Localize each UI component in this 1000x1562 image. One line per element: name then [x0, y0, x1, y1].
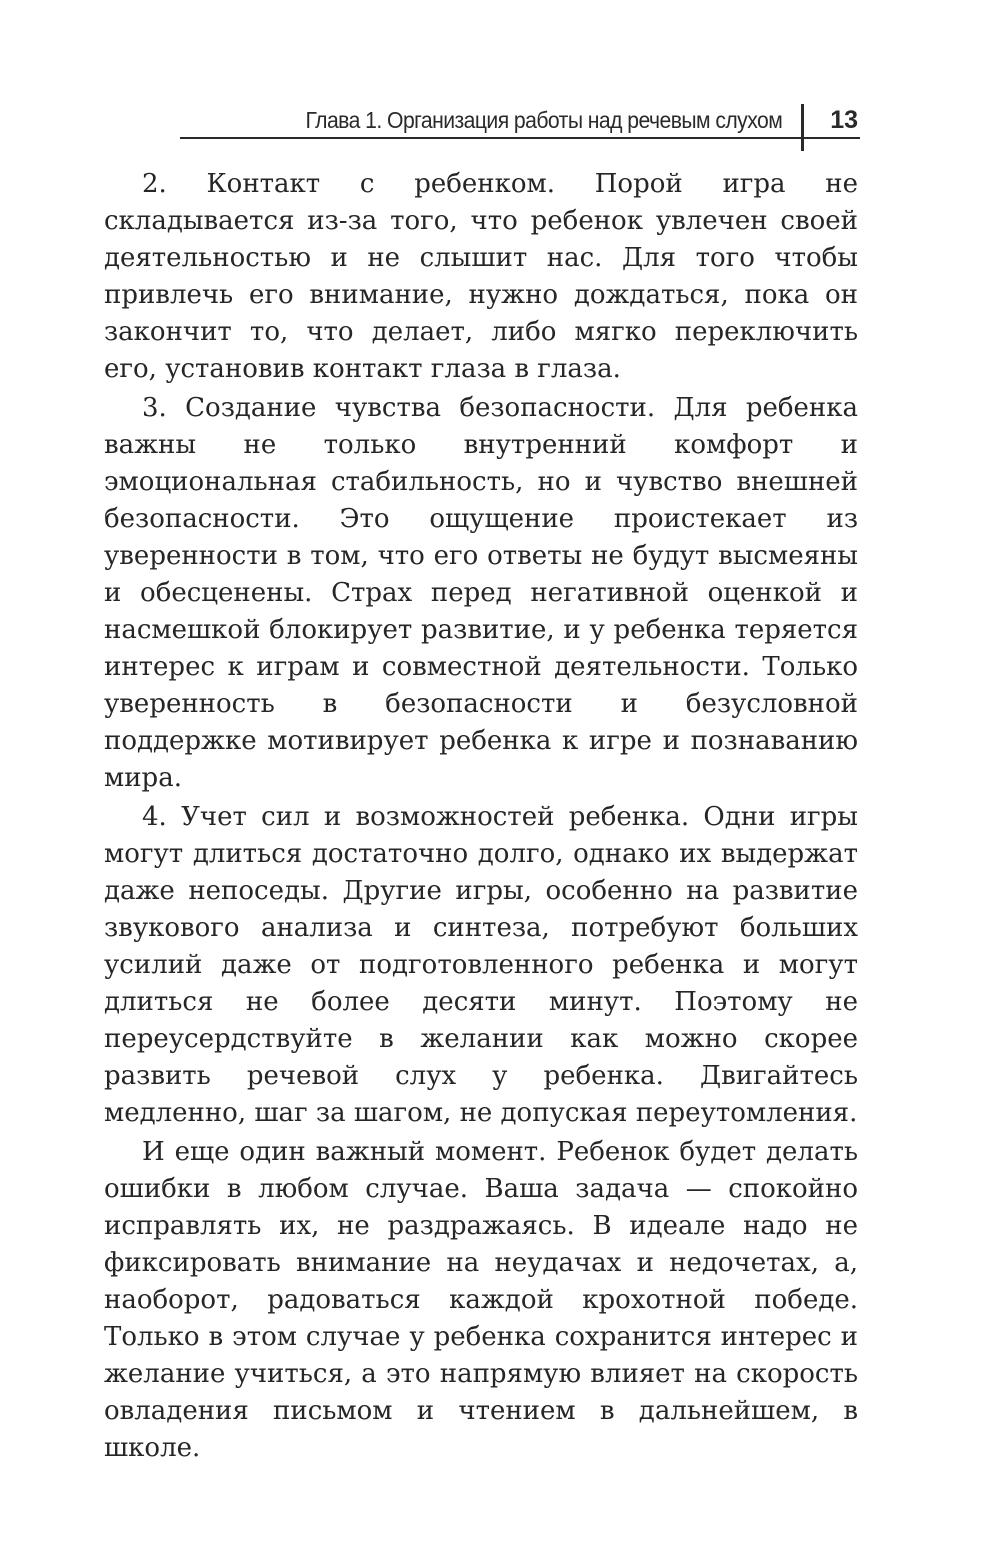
paragraph-contact: 2. Контакт с ребенком. Порой игра не складывается из-за того, что ребенок увлечен своей деятельностью и не слышит нас. Для того чтобы привлечь его внимание, нужно дождаться, пока он закончит то, что делает, либо мягко переключить его, установив контакт глаза в глаза. — [104, 169, 858, 384]
header-rule-divider — [801, 104, 804, 151]
paragraph-mistakes: И еще один важный момент. Ребенок будет делать ошибки в любом случае. Ваша задача — спокойно исправлять их, не раздражаясь. В идеале надо не фиксировать внимание на неудачах и недочетах, а, наоборот, радоваться каждой крохотной победе. Только в этом случае у ребенка сохранится интерес и желание учиться, а это напрямую влияет на скорость овладения письмом и чтением в дальнейшем, в школе. — [104, 1137, 858, 1463]
body-text — [104, 166, 858, 1469]
paragraph-safety: 3. Создание чувства безопасности. Для ребенка важны не только внутренний комфорт и эмоциональная стабильность, но и чувство внешней безопасности. Это ощущение проистекает из уверенности в том, что его ответы не будут высмеяны и обесценены. Страх перед негативной оценкой и насмешкой блокирует развитие, и у ребенка теряется интерес к играм и совместной деятельности. Только уверенность в безопасности и безусловной поддержке мотивирует ребенка к игре и познаванию мира. — [104, 393, 858, 793]
paragraph-abilities: 4. Учет сил и возможностей ребенка. Одни игры могут длиться достаточно долго, однако их выдержат даже непоседы. Другие игры, особенно на развитие звукового анализа и синтеза, потребуют больших усилий даже от подготовленного ребенка и могут длиться не более десяти минут. Поэтому не переусердствуйте в желании как можно скорее развить речевой слух у ребенка. Двигайтесь медленно, шаг за шагом, не допуская переутомления. — [104, 802, 858, 1128]
header-rule — [180, 137, 860, 139]
running-head — [180, 104, 860, 144]
page-number: 13 — [830, 106, 858, 134]
chapter-title: Глава 1. Организация работы над речевым слухом — [305, 107, 782, 133]
